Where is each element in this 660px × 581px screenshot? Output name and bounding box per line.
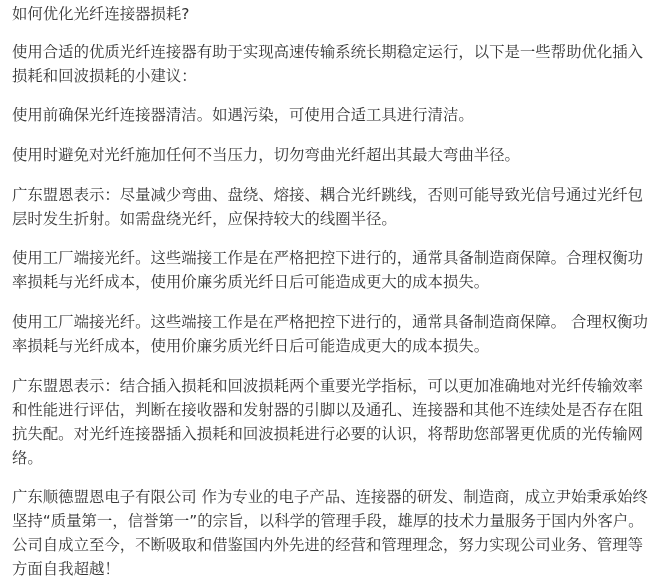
paragraph-tip-factory-2: 使用工厂端接光纤。这些端接工作是在严格把控下进行的，通常具备制造商保障。 合理权衡功率损耗与光纤成本，使用价廉劣质光纤日后可能造成更大的成本损失。 xyxy=(12,313,648,355)
paragraph-summary: 广东盟恩表示：结合插入损耗和回波损耗两个重要光学指标，可以更加准确地对光纤传输效率和性能进行评估，判断在接收器和发射器的引脚以及通孔、连接器和其他不连续处是否存在阻抗失配。对光纤连接器插入损耗和回波损耗进行必要的认识，将帮助您部署更优质的光传输网络。 xyxy=(12,377,644,467)
paragraph-tip-clean: 使用前确保光纤连接器清洁。如遇污染，可使用合适工具进行清洁。 xyxy=(12,106,474,124)
paragraph-tip-factory-1: 使用工厂端接光纤。这些端接工作是在严格把控下进行的，通常具备制造商保障。合理权衡功率损耗与光纤成本，使用价廉劣质光纤日后可能造成更大的成本损失。 xyxy=(12,249,644,291)
paragraph-tip-pressure: 使用时避免对光纤施加任何不当压力，切勿弯曲光纤超出其最大弯曲半径。 xyxy=(12,146,520,164)
paragraph-tip-bending: 广东盟恩表示：尽量减少弯曲、盘绕、熔接、耦合光纤跳线，否则可能导致光信号通过光纤包层时发生折射。如需盘绕光纤，应保持较大的线圈半径。 xyxy=(12,186,644,228)
paragraph-intro: 使用合适的优质光纤连接器有助于实现高速传输系统长期稳定运行，以下是一些帮助优化插入损耗和回波损耗的小建议： xyxy=(12,43,644,85)
article-title: 如何优化光纤连接器损耗? xyxy=(12,5,190,23)
paragraph-company: 广东顺德盟恩电子有限公司 作为专业的电子产品、连接器的研发、制造商，成立尹始秉承始终坚持“质量第一，信誉第一”的宗旨，以科学的管理手段，雄厚的技术力量服务于国内外客户。 公司自成立至今，不断吸取和借鉴国内外先进的经营和管理理念，努力实现公司业务、管理等方面自我超越！ xyxy=(12,488,649,578)
